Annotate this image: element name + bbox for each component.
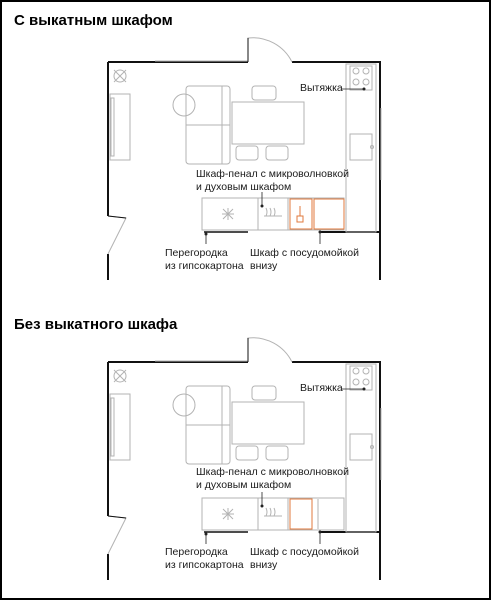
plan-title-with-rollout: С выкатным шкафом xyxy=(14,12,173,29)
leader-hood-dot xyxy=(363,388,366,391)
burner-icon-3 xyxy=(363,79,369,85)
counter-dividers xyxy=(258,198,288,230)
label-tall-cabinet-line2: и духовым шкафом xyxy=(196,181,292,193)
door-left-leaf xyxy=(108,216,126,218)
label-dishwasher-line1: Шкаф с посудомойкой xyxy=(250,247,359,259)
leader-partition-dot xyxy=(205,533,208,536)
dining-table xyxy=(232,402,304,444)
label-partition-line2: из гипсокартона xyxy=(165,559,244,571)
burner-icon-0 xyxy=(353,368,359,374)
label-partition-line1: Перегородка xyxy=(165,247,228,259)
sideboard xyxy=(110,394,130,460)
door-top xyxy=(248,38,292,62)
chair-bottom-left xyxy=(236,146,258,160)
leader-tall-cabinet-dot xyxy=(261,505,264,508)
steam-icon xyxy=(266,208,275,216)
plan-labels xyxy=(165,82,359,272)
burner-icon-1 xyxy=(363,68,369,74)
dishwasher-cabinet-highlight xyxy=(290,499,312,529)
label-tall-cabinet-line2: и духовым шкафом xyxy=(196,479,292,491)
floor-plan-without-rollout xyxy=(0,300,491,600)
door-left-leaf xyxy=(108,516,126,518)
armchair-icon xyxy=(173,394,195,416)
chair-bottom-right xyxy=(266,146,288,160)
plan-graphics xyxy=(108,38,381,280)
leader-tall-cabinet-dot xyxy=(261,205,264,208)
dishwasher-cabinet-highlight xyxy=(290,199,312,229)
label-tall-cabinet-line1: Шкаф-пенал с микроволновкой xyxy=(196,466,349,478)
burner-icon-0 xyxy=(353,68,359,74)
counter-dividers xyxy=(258,498,288,530)
leader-dishwasher-dot xyxy=(319,231,322,234)
label-tall-cabinet-line1: Шкаф-пенал с микроволновкой xyxy=(196,168,349,180)
label-partition-line1: Перегородка xyxy=(165,546,228,558)
tv xyxy=(111,398,114,456)
sink xyxy=(350,134,372,160)
dining-table xyxy=(232,102,304,144)
label-dishwasher-line2: внизу xyxy=(250,559,278,571)
door-left xyxy=(108,516,126,554)
leader-partition-dot xyxy=(205,233,208,236)
label-partition-line2: из гипсокартона xyxy=(165,260,244,272)
sideboard xyxy=(110,94,130,160)
plan-graphics xyxy=(108,338,381,580)
rollout-cabinet-highlight xyxy=(314,199,344,229)
plant-leaves xyxy=(114,370,126,382)
chair-bottom-left xyxy=(236,446,258,460)
door-top xyxy=(248,338,292,362)
plan-title-without-rollout: Без выкатного шкафа xyxy=(14,316,178,333)
burner-icon-3 xyxy=(363,379,369,385)
label-hood: Вытяжка xyxy=(300,382,343,394)
chair-top xyxy=(252,386,276,400)
tv xyxy=(111,98,114,156)
chair-top xyxy=(252,86,276,100)
plant-leaves xyxy=(114,70,126,82)
steam-icon xyxy=(266,508,275,516)
sink xyxy=(350,434,372,460)
door-left xyxy=(108,216,126,254)
label-hood: Вытяжка xyxy=(300,82,343,94)
bottle-icon xyxy=(297,206,303,222)
fridge-snowflake-icon xyxy=(222,508,234,520)
label-dishwasher-line1: Шкаф с посудомойкой xyxy=(250,546,359,558)
burner-icon-1 xyxy=(363,368,369,374)
label-dishwasher-line2: внизу xyxy=(250,260,278,272)
fridge-snowflake-icon xyxy=(222,208,234,220)
chair-bottom-right xyxy=(266,446,288,460)
leader-dishwasher-dot xyxy=(319,531,322,534)
armchair-icon xyxy=(173,94,195,116)
burner-icon-2 xyxy=(353,379,359,385)
leader-hood-dot xyxy=(363,88,366,91)
burner-icon-2 xyxy=(353,79,359,85)
